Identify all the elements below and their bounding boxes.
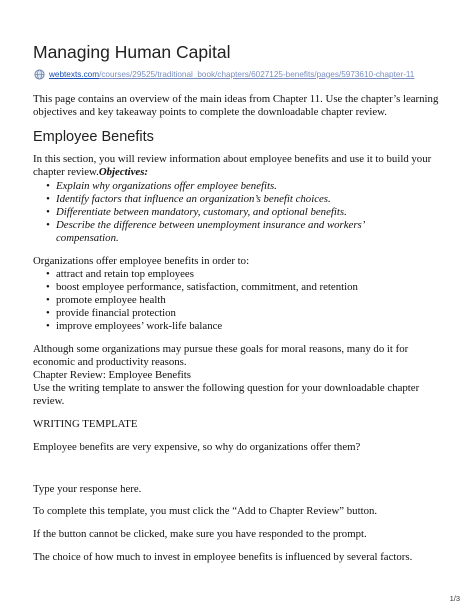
globe-icon	[34, 69, 45, 80]
reason-text: promote employee health	[56, 294, 166, 306]
section-heading: Employee Benefits	[33, 129, 154, 145]
objective-text: Differentiate between mandatory, customary, and optional benefits.	[56, 206, 347, 218]
closing-paragraph: The choice of how much to invest in employee benefits is influenced by several factors.	[33, 551, 413, 563]
page-number: 1/3	[449, 594, 460, 603]
url-path-link[interactable]: /courses/29525/traditional_book/chapters/6027125-benefits/pages/5973610-chapter-11	[99, 69, 415, 79]
bullet-icon: •	[46, 193, 50, 205]
lead-line-2	[33, 166, 148, 180]
lead-line-2-text: chapter review.	[33, 166, 99, 178]
intro-line-1: This page contains an overview of the main ideas from Chapter 11. Use the chapter’s learning	[33, 93, 439, 105]
bullet-icon: •	[46, 281, 50, 293]
offer-intro: Organizations offer employee benefits in order to:	[33, 255, 250, 267]
para-line-1: Although some organizations may pursue these goals for moral reasons, many do it for	[33, 343, 409, 355]
bullet-icon: •	[46, 180, 50, 192]
bullet-icon: •	[46, 294, 50, 306]
bullet-icon: •	[46, 206, 50, 218]
reason-text: attract and retain top employees	[56, 268, 194, 280]
objective-item	[46, 180, 277, 194]
objective-text: Describe the difference between unemployment insurance and workers’	[56, 219, 366, 231]
template-instructions-2: review.	[33, 395, 65, 407]
objective-item	[46, 193, 331, 207]
source-url[interactable]	[34, 67, 414, 81]
para-line-2: economic and productivity reasons.	[33, 356, 187, 368]
objective-text: Explain why organizations offer employee benefits.	[56, 180, 277, 192]
objective-text: Identify factors that influence an organization’s benefit choices.	[56, 193, 331, 205]
url-host-link[interactable]: webtexts.com	[49, 69, 100, 79]
objective-continuation: compensation.	[56, 232, 119, 244]
reason-item	[46, 268, 194, 282]
objective-item	[46, 219, 366, 233]
writing-template-heading: WRITING TEMPLATE	[33, 418, 138, 430]
objective-item	[46, 206, 347, 220]
reason-item	[46, 294, 166, 308]
reason-text: boost employee performance, satisfaction, commitment, and retention	[56, 281, 358, 293]
reason-text: improve employees’ work-life balance	[56, 320, 223, 332]
template-question: Employee benefits are very expensive, so why do organizations offer them?	[33, 441, 361, 453]
completion-note: To complete this template, you must click the “Add to Chapter Review” button.	[33, 505, 378, 517]
response-field[interactable]: Type your response here.	[33, 483, 142, 495]
reason-text: provide financial protection	[56, 307, 176, 319]
intro-line-2: objectives and key takeaway points to complete the downloadable chapter review.	[33, 106, 387, 118]
bullet-icon: •	[46, 307, 50, 319]
bullet-icon: •	[46, 320, 50, 332]
template-instructions-1: Use the writing template to answer the following question for your downloadable chapter	[33, 382, 420, 394]
reason-item	[46, 281, 358, 295]
bullet-icon: •	[46, 219, 50, 231]
reason-item	[46, 307, 176, 321]
bullet-icon: •	[46, 268, 50, 280]
objectives-label: Objectives:	[98, 166, 149, 178]
button-help-note: If the button cannot be clicked, make sure you have responded to the prompt.	[33, 528, 367, 540]
lead-line-1: In this section, you will review information about employee benefits and use it to build your	[33, 153, 432, 165]
reason-item	[46, 320, 223, 334]
chapter-review-label: Chapter Review: Employee Benefits	[33, 369, 192, 381]
page-title: Managing Human Capital	[33, 42, 231, 62]
